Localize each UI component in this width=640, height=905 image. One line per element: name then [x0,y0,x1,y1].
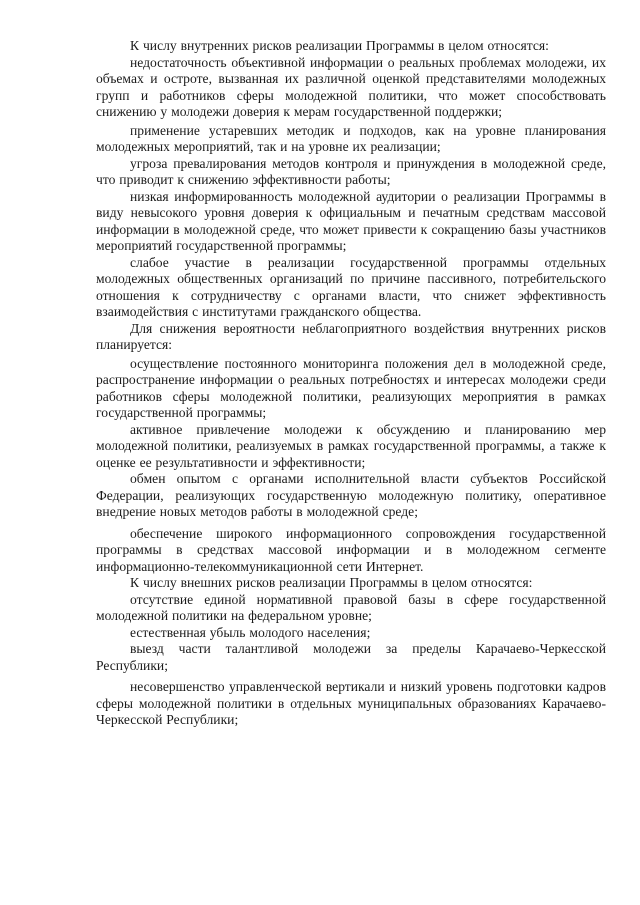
paragraph-external-risk-population: естественная убыль молодого населения; [130,624,371,640]
paragraph-mitigation-exchange: обмен опытом с органами исполнительной власти субъектов Российской Федерации, реализующих государственную молодежную политику, оперативное внедрение новых методов работы в молодежной среде; [96,471,606,519]
paragraph-external-risk-management: несовершенство управленческой вертикали и низкий уровень подготовки кадров сферы молодежной политики в отдельных муниципальных образованиях Карачаево-Черкесской Республики; [96,679,606,727]
paragraph-mitigation-monitoring: осуществление постоянного мониторинга положения дел в молодежной среде, распространение информации о реальных потребностях и интересах молодежи среди работников сферы молодежной политики, реализующих мероприятия в рамках государственной программы; [96,355,606,420]
paragraph-mitigation-media: обеспечение широкого информационного сопровождения государственной программы в средствах массовой информации и в молодежном сегменте информационно-телекоммуникационной сети Интернет. [96,525,606,574]
paragraph-risk-weak-participation: слабое участие в реализации государственной программы отдельных молодежных общественных организаций по причине пассивного, потребительского отношения к сотрудничеству с органами власти, что снижет эффективность взаимодействия с институтами гражданского общества. [96,254,606,319]
document-page [96,38,606,729]
paragraph-mitigation-intro: Для снижения вероятности неблагоприятного воздействия внутренних рисков планируется: [96,320,606,352]
paragraph-mitigation-involvement: активное привлечение молодежи к обсуждению и планированию мер молодежной политики, реализуемых в рамках государственной программы, а также к оценке ее результативности и эффективности; [96,421,606,470]
paragraph-external-risk-legal: отсутствие единой нормативной правовой базы в сфере государственной молодежной политики на федеральном уровне; [96,591,606,623]
paragraph-external-risks-intro: К числу внешних рисков реализации Программы в целом относятся: [130,575,533,590]
paragraph-risk-low-awareness: низкая информированность молодежной аудитории о реализации Программы в виду невысокого уровня доверия к официальным и печатным средствам массовой информации в молодежной среде, что может привести к сокращению базы участников мероприятий государственной программы; [96,188,606,253]
paragraph-external-risk-migration: выезд части талантливой молодежи за пределы Карачаево-Черкесской Республики; [96,641,606,673]
paragraph-risk-information: недостаточность объективной информации о реальных проблемах молодежи, их объемах и остроте, вызванная их различной оценкой представителями молодежных групп и работников сферы молодежной политики, что может способствовать снижению у молодежи доверия к мерам государственной поддержки; [96,54,606,119]
paragraph-risk-outdated-methods: применение устаревших методик и подходов, как на уровне планирования молодежных мероприятий, так и на уровне их реализации; [96,122,606,154]
paragraph-risk-control: угроза превалирования методов контроля и принуждения в молодежной среде, что приводит к снижению эффективности работы; [96,155,606,187]
paragraph-internal-risks-intro: К числу внутренних рисков реализации Программы в целом относятся: [130,38,549,53]
